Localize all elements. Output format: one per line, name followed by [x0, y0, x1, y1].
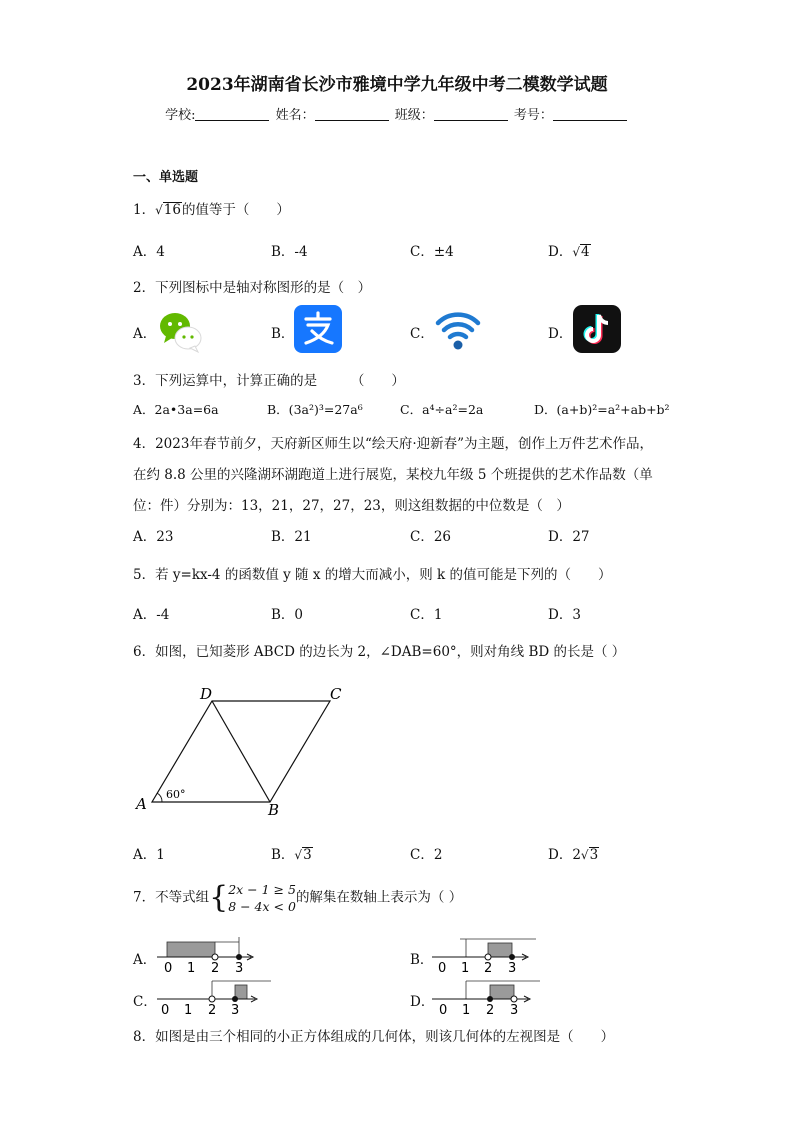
q4-option-d: D．27: [548, 529, 590, 545]
field-label-class: 班级：: [394, 108, 434, 123]
closed-dot-2: [487, 996, 493, 1002]
q2-label-c: C．: [410, 326, 434, 342]
q1-option-c: C．±4: [410, 244, 454, 260]
q6-option-b-label: B．: [271, 847, 295, 863]
page-title: 2023年湖南省长沙市雅境中学九年级中考二模数学试题: [186, 75, 608, 95]
tick-3: 3: [508, 961, 517, 975]
q6-option-d-label: D．2: [548, 847, 581, 863]
q6-stem: 6．如图，已知菱形 ABCD 的边长为 2，∠DAB=60°，则对角线 BD 的长是（ ）: [133, 644, 626, 660]
q1-option-d-label: D．: [548, 244, 573, 260]
q5-option-a: A．-4: [133, 607, 170, 623]
q2-stem: 2．下列图标中是轴对称图形的是（ ）: [133, 280, 372, 296]
q4-line-3: 位：件）分别为：13，21，27，27，23，则这组数据的中位数是（ ）: [133, 498, 570, 514]
q6-option-b-radicand: 3: [303, 847, 312, 863]
field-label-name: 姓名：: [275, 108, 315, 123]
inequality-1: 2x − 1 ≥ 5: [228, 882, 296, 897]
number-line-a: [155, 935, 260, 975]
q2-label-d: D．: [548, 326, 573, 342]
q7-label-d: D．: [410, 994, 435, 1010]
alipay-icon: [294, 305, 342, 353]
wifi-icon: [434, 305, 482, 353]
tick-1: 1: [187, 961, 196, 975]
tick-2: 2: [208, 1003, 217, 1017]
q3-option-c: C．a⁴÷a²=2a: [400, 402, 484, 417]
q2-label-b: B．: [271, 326, 295, 342]
closed-dot-3: [232, 996, 238, 1002]
q7-label-b: B．: [410, 952, 434, 968]
q7-label-a: A．: [133, 952, 157, 968]
tick-1: 1: [462, 1003, 471, 1017]
q7-stem: [133, 881, 462, 915]
open-dot-2: [212, 954, 218, 960]
q4-line-2: 在约 8.8 公里的兴隆湖环湖跑道上进行展览，某校九年级 5 个班提供的艺术作品数（单: [133, 467, 653, 483]
closed-dot-3: [236, 954, 242, 960]
q1-option-d: D．√4: [548, 244, 590, 260]
q4-option-b: B．21: [271, 529, 312, 545]
tick-1: 1: [461, 961, 470, 975]
q5-stem: 5．若 y=kx-4 的函数值 y 随 x 的增大而减小，则 k 的值可能是下列的（ ）: [133, 567, 612, 583]
q6-option-b: B．√3: [271, 847, 312, 863]
vertex-b: B: [268, 801, 280, 819]
tick-2: 2: [484, 961, 493, 975]
q6-option-c: C．2: [410, 847, 443, 863]
class-blank: [434, 108, 508, 121]
number-line-c: [155, 977, 275, 1017]
inequality-system: [228, 881, 296, 915]
q5-option-c: C．1: [410, 607, 443, 623]
q6-option-d: D．2√3: [548, 847, 599, 863]
tiktok-icon: [573, 305, 621, 353]
q5-option-d: D．3: [548, 607, 581, 623]
q1-option-a: A．4: [133, 244, 165, 260]
q3-option-d: D．(a+b)²=a²+ab+b²: [534, 402, 670, 417]
tick-0: 0: [164, 961, 173, 975]
angle-label: 60°: [166, 788, 186, 801]
number-blank: [553, 108, 627, 121]
q6-option-a: A．1: [133, 847, 165, 863]
diagonal-bd: [212, 701, 270, 802]
tick-1: 1: [184, 1003, 193, 1017]
open-dot-2: [485, 954, 491, 960]
q1-option-d-radicand: 4: [580, 244, 590, 260]
inequality-2: 8 − 4x < 0: [228, 899, 296, 914]
school-blank: [195, 108, 269, 121]
number-line-d: [430, 977, 545, 1017]
vertex-c: C: [330, 685, 342, 703]
shade-region-a: [167, 942, 215, 957]
tick-3: 3: [231, 1003, 240, 1017]
q1-stem-text: 的值等于（ ）: [181, 202, 290, 218]
closed-dot-3: [509, 954, 515, 960]
q4-line-1: 4．2023年春节前夕，天府新区师生以“绘天府·迎新春”为主题，创作上万件艺术作品，: [133, 436, 654, 452]
q1-number: 1．: [133, 202, 156, 218]
q3-option-a: A．2a•3a=6a: [133, 402, 219, 417]
tick-0: 0: [439, 1003, 448, 1017]
field-label-number: 考号：: [513, 108, 553, 123]
vertex-a: A: [136, 795, 147, 813]
q4-option-c: C．26: [410, 529, 452, 545]
shade-region-b: [488, 943, 512, 957]
q7-stem-pre: 7．不等式组: [133, 889, 210, 906]
system-brace: {: [209, 880, 229, 915]
rhombus-figure: [130, 680, 360, 820]
tick-3: 3: [235, 961, 244, 975]
section-heading: 一、单选题: [133, 170, 199, 185]
student-info-line: [0, 104, 794, 123]
q7-stem-post: 的解集在数轴上表示为（ ）: [295, 889, 463, 906]
q4-option-a: A．23: [133, 529, 174, 545]
tick-2: 2: [486, 1003, 495, 1017]
q7-label-c: C．: [133, 994, 157, 1010]
q1-radicand: 16: [163, 202, 181, 218]
field-label-school: 学校:: [165, 108, 196, 123]
q5-option-b: B．0: [271, 607, 304, 623]
vertex-d: D: [200, 685, 213, 703]
q6-option-d-radicand: 3: [589, 847, 599, 863]
shade-region-d: [490, 985, 514, 999]
tick-0: 0: [438, 961, 447, 975]
angle-arc: [157, 793, 162, 802]
q8-stem: 8．如图是由三个相同的小正方体组成的几何体，则该几何体的左视图是（ ）: [133, 1029, 615, 1045]
number-line-b: [430, 935, 545, 975]
tick-3: 3: [510, 1003, 519, 1017]
open-dot-2: [209, 996, 215, 1002]
tick-2: 2: [211, 961, 220, 975]
wechat-icon: [156, 306, 204, 354]
q1-option-b: B．-4: [271, 244, 308, 260]
tick-0: 0: [161, 1003, 170, 1017]
name-blank: [315, 108, 389, 121]
open-dot-3: [511, 996, 517, 1002]
q2-label-a: A．: [133, 326, 157, 342]
q3-option-b: B．(3a²)³=27a⁶: [267, 402, 363, 417]
q1-stem: 1．√16的值等于（ ）: [133, 202, 290, 218]
q3-stem: 3．下列运算中，计算正确的是 （ ）: [133, 373, 405, 389]
